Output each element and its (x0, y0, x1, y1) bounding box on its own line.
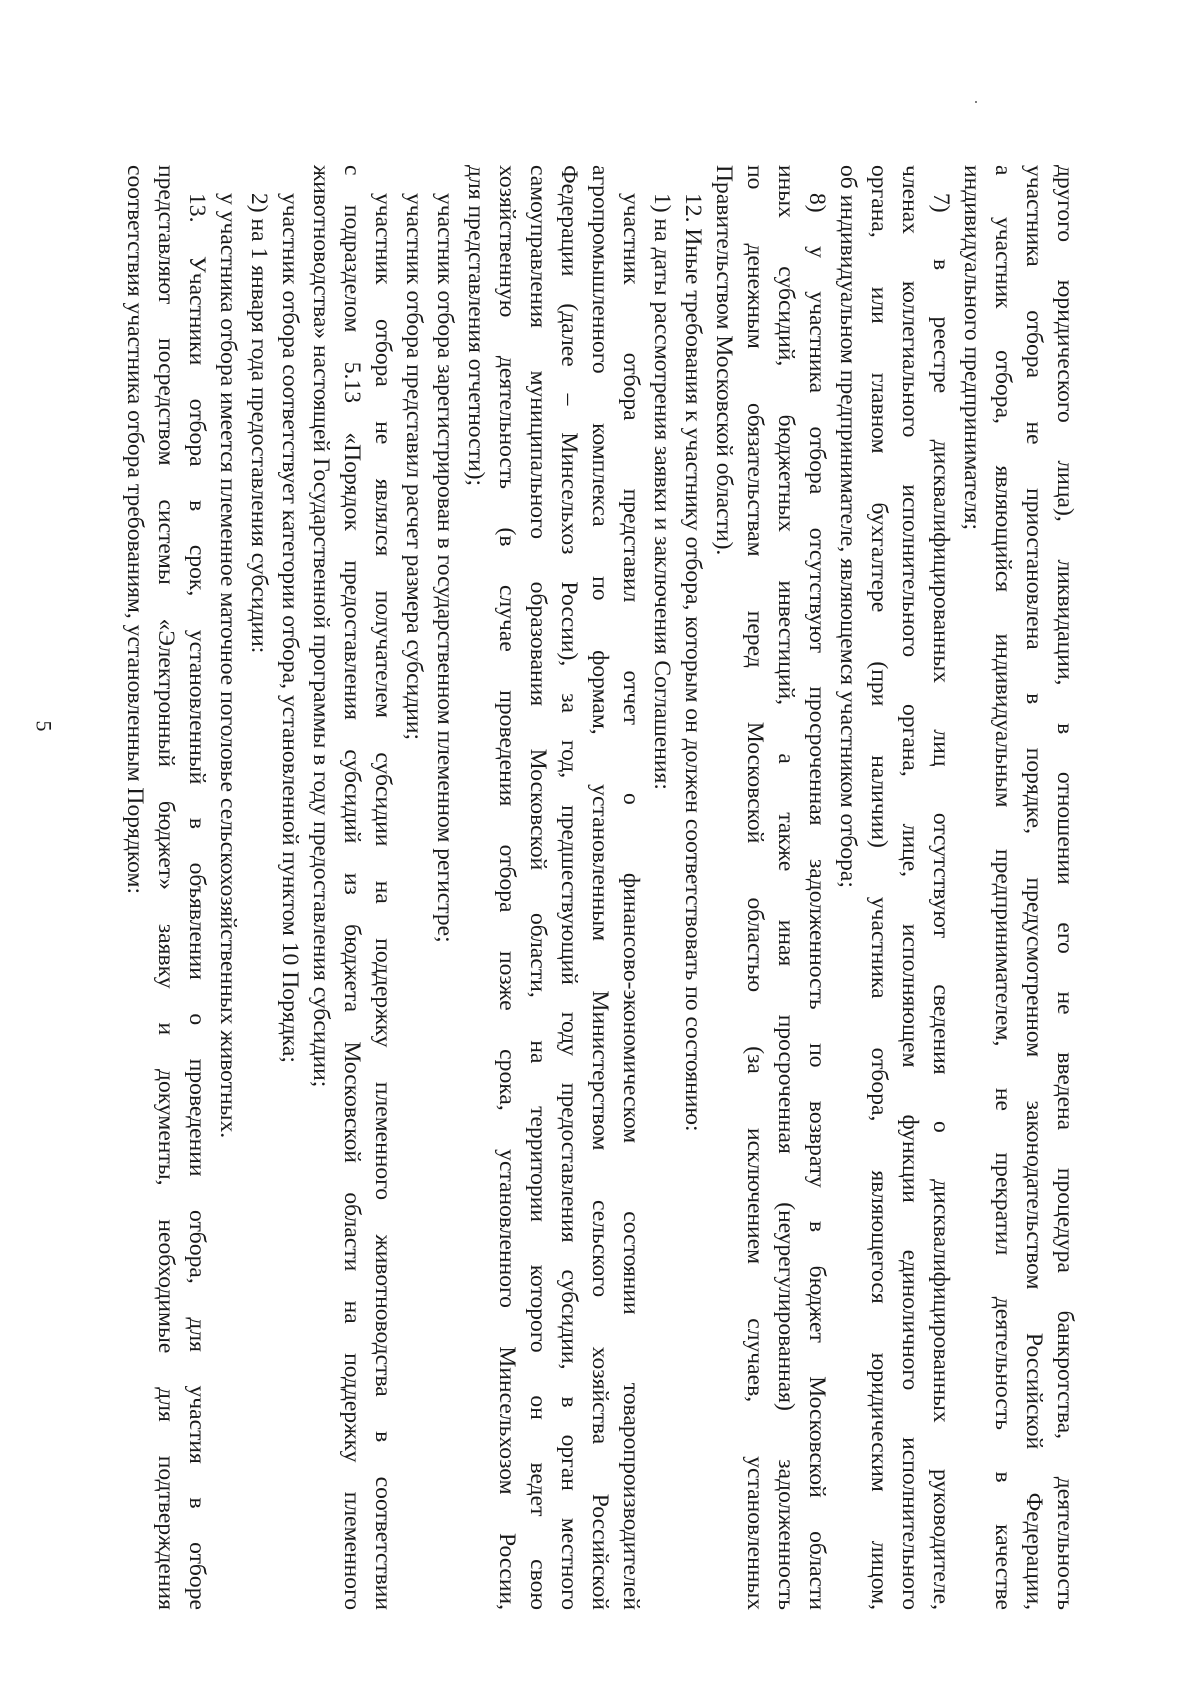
text-line: агропромышленного комплекса по формам, установленным Министерством сельского хозяйства Российской (587, 165, 613, 1610)
text-line: с подразделом 5.13 «Порядок предоставления субсидий из бюджета Московской области на поддержку племенного (339, 165, 365, 1610)
text-line: представляют посредством системы «Электронный бюджет» заявку и документы, необходимые для подтверждения (153, 165, 179, 1610)
text-line: у участника отбора имеется племенное маточное поголовье сельскохозяйственных животных. (215, 193, 241, 1139)
text-line: участник отбора соответствует категории отбора, установленной пунктом 10 Порядка; (277, 193, 303, 1063)
text-line: 8) у участника отбора отсутствуют просроченная задолженность по возврату в бюджет Московской области (804, 193, 830, 1610)
text-line: участник отбора не являлся получателем субсидии на поддержку племенного животноводства в соответствии (370, 193, 396, 1610)
text-line: а участник отбора, являющийся индивидуальным предпринимателем, не прекратил деятельность в качестве (990, 165, 1016, 1610)
text-line: участник отбора представил расчет размера субсидии; (401, 193, 427, 741)
text-line: для представления отчетности); (463, 165, 489, 487)
scan-speck (975, 101, 977, 103)
text-line: по денежным обязательствам перед Московской областью (за исключением случаев, установленных (742, 165, 768, 1610)
text-line: 2) на 1 января года предоставления субсидии: (246, 193, 272, 654)
text-line: 1) на даты рассмотрения заявки и заключения Соглашения: (649, 193, 675, 790)
text-line: Федерации (далее – Минсельхоз России), за год, предшествующий году предоставления субсидии, в орган местного (556, 165, 582, 1610)
text-line: индивидуального предпринимателя; (959, 165, 985, 531)
rotated-text-body (120, 165, 1080, 1610)
text-line: хозяйственную деятельность (в случае проведения отбора позже срока, установленного Минсельхозом России, (494, 165, 520, 1610)
text-line: иных субсидий, бюджетных инвестиций, а также иная просроченная (неурегулированная) задолженность (773, 165, 799, 1610)
page-number: 5 (31, 720, 57, 732)
text-line: животноводства» настоящей Государственной программы в году предоставления субсидии; (308, 165, 334, 1088)
text-line: участника отбора не приостановлена в порядке, предусмотренном законодательством Российской Федерации, (1021, 165, 1047, 1610)
text-line: Правительством Московской области). (711, 165, 737, 556)
text-line: участник отбора представил отчет о финансово-экономическом состоянии товаропроизводителей (618, 193, 644, 1610)
text-line: другого юридического лица), ликвидации, в отношении его не введена процедура банкротства, деятельность (1052, 165, 1078, 1610)
text-line: об индивидуальном предпринимателе, являющемся участником отбора; (835, 165, 861, 888)
text-line: органа, или главном бухгалтере (при наличии) участника отбора, являющегося юридическим лицом, (866, 165, 892, 1610)
text-line: 7) в реестре дисквалифицированных лиц отсутствуют сведения о дисквалифицированных руководителе, (928, 193, 954, 1610)
text-line: 13. Участники отбора в срок, установленный в объявлении о проведении отбора, для участия в отборе (184, 193, 210, 1610)
text-line: 12. Иные требования к участнику отбора, которым он должен соответствовать по состоянию: (680, 193, 706, 1132)
text-line: участник отбора зарегистрирован в государственном племенном регистре; (432, 193, 458, 943)
text-line: соответствия участника отбора требованиям, установленным Порядком: (122, 165, 148, 895)
text-line: самоуправления муниципального образования Московской области, на территории которого он ведет свою (525, 165, 551, 1610)
text-line: членах коллегиального исполнительного органа, лице, исполняющем функции единоличного исполнительного (897, 165, 923, 1610)
